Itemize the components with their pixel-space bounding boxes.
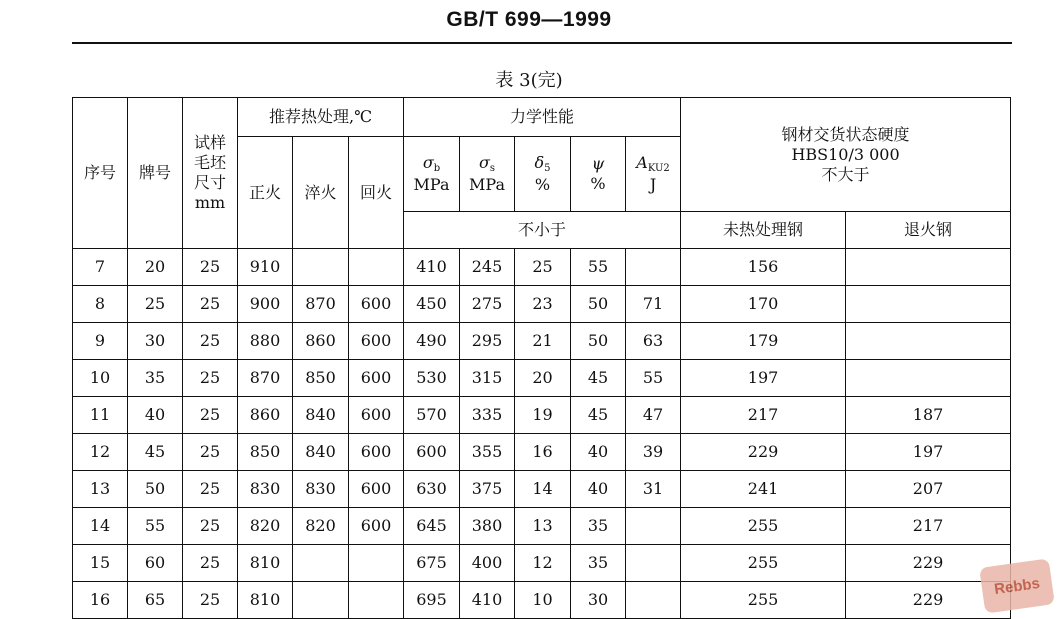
header-not-less-than: 不小于: [404, 212, 681, 249]
table-cell: 187: [846, 397, 1011, 434]
steel-properties-table: [72, 97, 1011, 619]
table-cell: 14: [73, 508, 128, 545]
sigma-s-unit: MPa: [469, 175, 506, 195]
header-blank-size-line1: 试样: [193, 133, 226, 152]
table-cell: 245: [460, 249, 515, 286]
psi-symbol: ψ: [591, 154, 605, 173]
table-row: [73, 545, 1011, 582]
table-cell: 25: [183, 286, 238, 323]
table-cell: 40: [571, 471, 626, 508]
table-row: [73, 471, 1011, 508]
table-cell: 900: [238, 286, 293, 323]
header-blank-size-unit: mm: [194, 193, 226, 212]
table-row: [73, 582, 1011, 619]
header-aku2: [626, 137, 681, 212]
table-cell: 600: [349, 508, 404, 545]
table-cell: 63: [626, 323, 681, 360]
header-blank-size-line3: 尺寸: [193, 173, 226, 192]
table-row: [73, 286, 1011, 323]
table-cell: 25: [128, 286, 183, 323]
header-blank-size: [183, 98, 238, 249]
table-cell: 8: [73, 286, 128, 323]
table-cell: 810: [238, 545, 293, 582]
table-cell: [293, 545, 349, 582]
table-cell: 490: [404, 323, 460, 360]
table-cell: 850: [293, 360, 349, 397]
table-cell: 65: [128, 582, 183, 619]
sigma-s-symbol: σ: [479, 152, 490, 172]
table-cell: 840: [293, 397, 349, 434]
table-cell: 7: [73, 249, 128, 286]
table-cell: [626, 508, 681, 545]
table-cell: 15: [73, 545, 128, 582]
table-cell: 71: [626, 286, 681, 323]
table-cell: 179: [681, 323, 846, 360]
table-cell: 675: [404, 545, 460, 582]
table-cell: 255: [681, 545, 846, 582]
watermark-stamp: Rebbs: [979, 558, 1055, 613]
table-cell: 910: [238, 249, 293, 286]
table-cell: 21: [515, 323, 571, 360]
table-cell: 645: [404, 508, 460, 545]
table-cell: 810: [238, 582, 293, 619]
table-cell: 315: [460, 360, 515, 397]
aku2-unit: J: [649, 175, 657, 195]
table-cell: 870: [293, 286, 349, 323]
header-psi: [571, 137, 626, 212]
table-cell: 197: [681, 360, 846, 397]
table-cell: 50: [571, 286, 626, 323]
header-hardness: [681, 98, 1011, 212]
table-cell: [349, 582, 404, 619]
table-cell: 335: [460, 397, 515, 434]
table-cell: 570: [404, 397, 460, 434]
header-untreated: 未热处理钢: [681, 212, 846, 249]
table-row: [73, 508, 1011, 545]
table-cell: [349, 249, 404, 286]
header-hardness-title: 钢材交货状态硬度: [781, 124, 910, 144]
delta-5-unit: %: [534, 175, 551, 195]
table-cell: 14: [515, 471, 571, 508]
table-cell: 870: [238, 360, 293, 397]
table-cell: 600: [349, 286, 404, 323]
table-cell: 229: [846, 582, 1011, 619]
table-cell: 450: [404, 286, 460, 323]
table-cell: 217: [681, 397, 846, 434]
table-cell: 11: [73, 397, 128, 434]
table-cell: 9: [73, 323, 128, 360]
header-grade: 牌号: [128, 98, 183, 249]
table-cell: 820: [293, 508, 349, 545]
table-cell: 410: [404, 249, 460, 286]
sigma-b-symbol: σ: [422, 152, 434, 172]
table-cell: 229: [681, 434, 846, 471]
delta-5-sub: 5: [544, 162, 551, 174]
table-cell: 25: [515, 249, 571, 286]
table-cell: 47: [626, 397, 681, 434]
table-cell: 25: [183, 249, 238, 286]
table-cell: 255: [681, 582, 846, 619]
psi-unit: %: [590, 174, 606, 193]
table-body: [73, 249, 1011, 619]
table-cell: 375: [460, 471, 515, 508]
table-cell: 31: [626, 471, 681, 508]
table-cell: 860: [293, 323, 349, 360]
table-cell: 241: [681, 471, 846, 508]
table-row: [73, 434, 1011, 471]
table-cell: [626, 545, 681, 582]
table-cell: 16: [515, 434, 571, 471]
table-cell: 20: [515, 360, 571, 397]
table-cell: 600: [349, 323, 404, 360]
table-cell: 45: [571, 360, 626, 397]
table-cell: 25: [183, 471, 238, 508]
table-cell: 50: [571, 323, 626, 360]
header-tempering: 回火: [349, 137, 404, 249]
table-cell: 820: [238, 508, 293, 545]
table-cell: 25: [183, 434, 238, 471]
table-cell: 630: [404, 471, 460, 508]
table-cell: 23: [515, 286, 571, 323]
table-cell: 13: [73, 471, 128, 508]
table-cell: 860: [238, 397, 293, 434]
table-cell: 840: [293, 434, 349, 471]
table-cell: 50: [128, 471, 183, 508]
table-cell: 16: [73, 582, 128, 619]
table-cell: [846, 249, 1011, 286]
table-cell: 600: [404, 434, 460, 471]
table-cell: 170: [681, 286, 846, 323]
table-cell: [626, 249, 681, 286]
table-cell: 197: [846, 434, 1011, 471]
table-cell: 400: [460, 545, 515, 582]
table-cell: 25: [183, 508, 238, 545]
header-blank-size-line2: 毛坯: [193, 153, 226, 172]
table-cell: 229: [846, 545, 1011, 582]
table-cell: 156: [681, 249, 846, 286]
table-cell: 45: [128, 434, 183, 471]
header-heat-treatment: 推荐热处理,℃: [238, 98, 404, 137]
table-cell: [846, 323, 1011, 360]
sigma-b-unit: MPa: [413, 175, 450, 195]
header-hardness-limit: 不大于: [821, 164, 870, 184]
table-cell: 13: [515, 508, 571, 545]
table-row: [73, 397, 1011, 434]
table-cell: 20: [128, 249, 183, 286]
table-cell: 830: [238, 471, 293, 508]
header-seq: 序号: [73, 98, 128, 249]
table-cell: 60: [128, 545, 183, 582]
table-cell: [349, 545, 404, 582]
table-cell: 12: [73, 434, 128, 471]
aku2-sub: KU2: [647, 162, 670, 174]
table-cell: [846, 360, 1011, 397]
table-cell: 217: [846, 508, 1011, 545]
table-cell: 850: [238, 434, 293, 471]
table-cell: 600: [349, 471, 404, 508]
header-rule: [72, 42, 1012, 44]
header-delta-5: [515, 137, 571, 212]
table-cell: [846, 286, 1011, 323]
table-cell: 55: [626, 360, 681, 397]
table-cell: 530: [404, 360, 460, 397]
table-cell: 880: [238, 323, 293, 360]
table-cell: 600: [349, 434, 404, 471]
table-cell: 35: [571, 508, 626, 545]
sigma-s-sub: s: [489, 162, 496, 174]
table-cell: 30: [571, 582, 626, 619]
delta-5-symbol: δ: [534, 152, 545, 172]
table-row: [73, 249, 1011, 286]
table-cell: 35: [571, 545, 626, 582]
table-cell: 55: [571, 249, 626, 286]
table-cell: 10: [515, 582, 571, 619]
header-hardness-scale: HBS10/3 000: [791, 144, 900, 164]
header-quenching: 淬火: [293, 137, 349, 249]
table-cell: 45: [571, 397, 626, 434]
table-cell: 600: [349, 397, 404, 434]
table-row: [73, 360, 1011, 397]
table-cell: 295: [460, 323, 515, 360]
standard-number: GB/T 699—1999: [446, 8, 612, 31]
table-cell: 355: [460, 434, 515, 471]
header-sigma-b: [404, 137, 460, 212]
header-annealed: 退火钢: [846, 212, 1011, 249]
table-cell: 30: [128, 323, 183, 360]
aku2-symbol: A: [636, 152, 648, 172]
table-caption: 表 3(完): [495, 70, 563, 91]
table-cell: [293, 582, 349, 619]
table-cell: 19: [515, 397, 571, 434]
table-cell: 410: [460, 582, 515, 619]
table-cell: 40: [128, 397, 183, 434]
table-cell: 275: [460, 286, 515, 323]
table-cell: 25: [183, 545, 238, 582]
table-cell: 25: [183, 582, 238, 619]
table-cell: 695: [404, 582, 460, 619]
table-cell: 380: [460, 508, 515, 545]
table-cell: 25: [183, 323, 238, 360]
table-cell: 39: [626, 434, 681, 471]
table-cell: 10: [73, 360, 128, 397]
table-cell: 40: [571, 434, 626, 471]
table-cell: [293, 249, 349, 286]
table-cell: 207: [846, 471, 1011, 508]
table-cell: 25: [183, 360, 238, 397]
table-cell: 255: [681, 508, 846, 545]
table-row: [73, 323, 1011, 360]
table-cell: 830: [293, 471, 349, 508]
sigma-b-sub: b: [433, 162, 441, 174]
table-cell: 600: [349, 360, 404, 397]
table-cell: 12: [515, 545, 571, 582]
table-cell: 35: [128, 360, 183, 397]
header-normalizing: 正火: [238, 137, 293, 249]
header-sigma-s: [460, 137, 515, 212]
header-mechanical: 力学性能: [404, 98, 681, 137]
table-cell: 25: [183, 397, 238, 434]
table-cell: 55: [128, 508, 183, 545]
table-cell: [626, 582, 681, 619]
